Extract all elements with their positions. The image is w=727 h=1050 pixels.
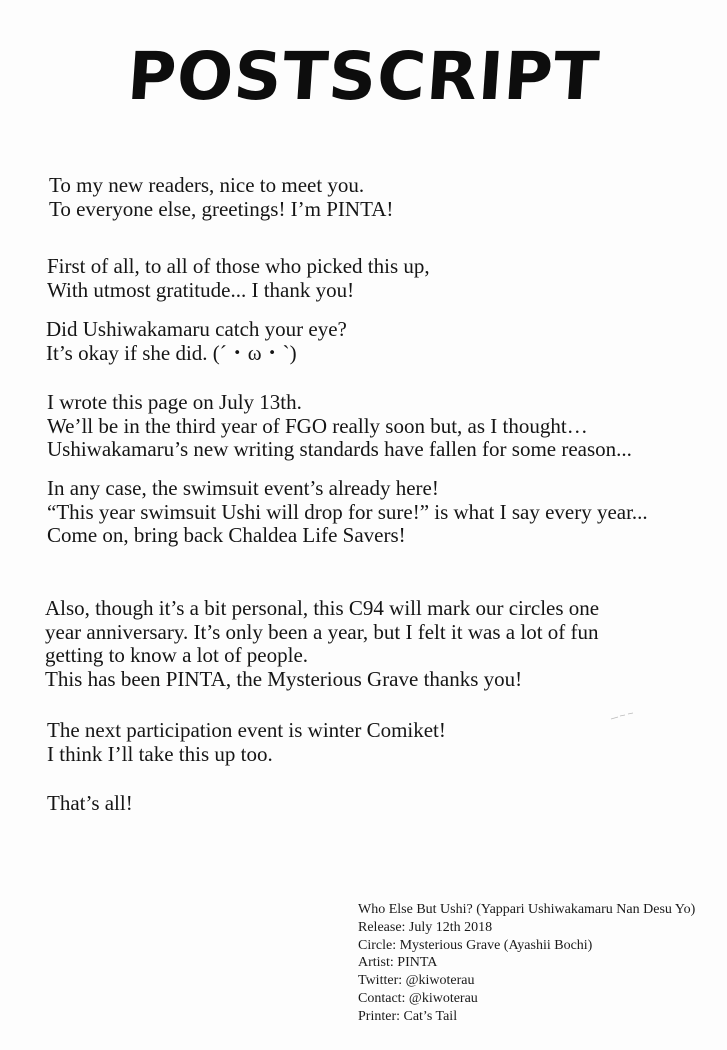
paragraph-greeting [49,174,393,221]
paragraph-line: It’s okay if she did. (´・ω・`) [46,340,297,365]
paragraph-date [47,391,632,462]
paragraph-line: This has been PINTA, the Mysterious Grave thanks you! [45,666,523,691]
paragraph-closing [47,792,133,816]
paragraph-swimsuit [47,477,648,548]
paragraph-line: I wrote this page on July 13th. [47,390,302,414]
paragraph-line: year anniversary. It’s only been a year, but I felt it was a lot of fun [45,619,599,644]
credit-artist: Artist: PINTA [358,955,438,971]
paragraph-anniversary [45,597,599,691]
credit-release: Release: July 12th 2018 [358,919,493,935]
credit-circle: Circle: Mysterious Grave (Ayashii Bochi) [358,937,593,953]
paragraph-line: In any case, the swimsuit event’s already here! [47,476,439,500]
paragraph-line: I think I’ll take this up too. [47,741,273,766]
paragraph-line: “This year swimsuit Ushi will drop for sure!” is what I say every year... [47,499,648,524]
ink-smudge [610,712,634,720]
paragraph-line: Did Ushiwakamaru catch your eye? [46,317,347,341]
paragraph-line: Come on, bring back Chaldea Life Savers! [47,523,406,547]
paragraph-line: First of all, to all of those who picked this up, [47,254,430,278]
credit-printer: Printer: Cat’s Tail [358,1008,458,1024]
paragraph-line: That’s all! [47,791,133,815]
paragraph-line: getting to know a lot of people. [45,643,309,667]
credit-title: Who Else But Ushi? (Yappari Ushiwakamaru Nan Desu Yo) [358,902,696,917]
paragraph-line: The next participation event is winter Comiket! [47,718,446,742]
paragraph-ushiwakamaru [46,318,347,365]
paragraph-line: With utmost gratitude... I thank you! [47,277,355,302]
paragraph-line: Ushiwakamaru’s new writing standards have fallen for some reason... [47,437,632,461]
paragraph-next-event [47,719,446,766]
paragraph-thanks [47,255,430,302]
paragraph-line: To my new readers, nice to meet you. [49,173,365,197]
paragraph-line: Also, though it’s a bit personal, this C94 will mark our circles one [45,596,600,620]
page-title: POSTSCRIPT [124,38,603,115]
credit-twitter: Twitter: @kiwoterau [358,973,475,989]
paragraph-line: We’ll be in the third year of FGO really soon but, as I thought… [47,413,588,438]
credits-block [358,901,695,1026]
paragraph-line: To everyone else, greetings! I’m PINTA! [49,196,394,221]
credit-contact: Contact: @kiwoterau [358,990,478,1006]
